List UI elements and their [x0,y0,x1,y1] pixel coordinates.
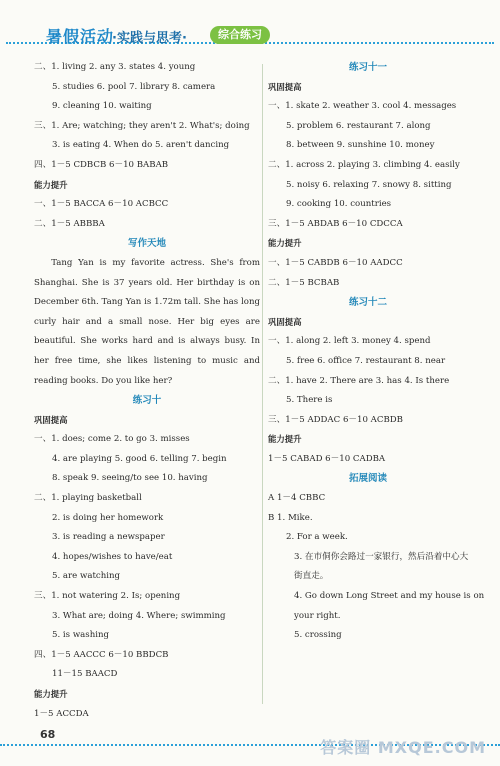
brand-title: 暑假活动 [46,27,115,46]
answer-line: 11－15 BAACD [52,669,118,680]
header-badge: 综合练习 [210,26,270,44]
answer-line: 8. speak 9. seeing/to see 10. having [52,473,208,484]
answer-line: 四、1－5 AACCC 6－10 BBDCB [34,649,169,660]
answer-line: 二、1. living 2. any 3. states 4. young [34,62,196,72]
writing-paragraph: Tang Yan is my favorite actress. She's from Shanghai. She is 37 years old. Her birthday is on December 6th. Tang Yan is 1.72m tall. She has long curly hair and a small nose. Her big eyes are beautiful. She works hard and is always busy. In her free time, she likes listening to music and reading books. Do you like her? [34,257,260,386]
answer-line: B 1. Mike. [268,512,313,523]
answer-line: 一、1. skate 2. weather 3. cool 4. messages [268,101,457,112]
answer-line: 5. There is [286,395,333,406]
left-column [34,58,260,724]
answer-line: 四、1－5 CDBCB 6－10 BABAB [34,159,169,170]
header-subtitle: ·实践与思考· [112,31,187,46]
subsection-heading: 巩固提高 [268,81,302,92]
answer-line: 二、1. across 2. playing 3. climbing 4. easily [268,159,460,170]
answer-line: 3. What are; doing 4. Where; swimming [52,610,226,621]
answer-line: 三、1－5 ADDAC 6－10 ACBDB [268,414,403,425]
answer-line: 3. is eating 4. When do 5. aren't dancing [52,140,230,151]
answer-line: 三、1－5 ABDAB 6－10 CDCCA [268,218,403,229]
right-column [268,58,485,646]
subsection-heading: 能力提升 [268,434,302,445]
answer-line: 二、1. have 2. There are 3. has 4. Is there [268,375,450,386]
answer-line: 5. crossing [294,630,342,641]
column-divider [262,64,263,704]
page-header [0,0,500,50]
subsection-heading: 能力提升 [268,238,302,249]
answer-line: 一、1. along 2. left 3. money 4. spend [268,336,431,347]
answer-line: 二、1－5 ABBBA [34,218,105,229]
section-title: 写作天地 [127,238,166,250]
answer-line: 5. studies 6. pool 7. library 8. camera [52,81,216,92]
section-title: 练习十 [132,395,162,407]
answer-line: 三、1. not watering 2. Is; opening [34,591,181,602]
answer-line: 4. Go down Long Street and my house is on [294,591,485,602]
answer-line: 5. are watching [52,571,121,582]
subsection-heading: 能力提升 [34,179,68,190]
answer-line: A 1－4 CBBC [268,493,326,504]
answer-line: 一、1. does; come 2. to go 3. misses [34,434,190,445]
answer-line: 5. free 6. office 7. restaurant 8. near [286,355,446,366]
answer-line: 3. 在市侗你会路过一家银行，然后沿着中心大 [294,551,469,562]
answer-line: 1－5 CABAD 6－10 CADBA [268,453,386,464]
answer-line: 2. is doing her homework [52,512,164,523]
answer-line: 5. problem 6. restaurant 7. along [286,120,431,131]
page-number: 68 [40,728,56,741]
answer-line: 5. noisy 6. relaxing 7. snowy 8. sitting [286,179,452,190]
answer-line: 3. is reading a newspaper [52,532,165,543]
answer-line: 9. cleaning 10. waiting [52,101,152,112]
subsection-heading: 巩固提高 [268,316,302,327]
subsection-heading: 巩固提高 [34,414,68,425]
answer-line: 1－5 ACCDA [34,708,89,719]
section-title: 练习十二 [348,297,387,309]
answer-line: 二、1－5 BCBAB [268,277,340,288]
page-footer [0,704,500,766]
answer-line: 一、1－5 BACCA 6－10 ACBCC [34,199,169,210]
answer-line: 4. hopes/wishes to have/eat [52,551,173,562]
answer-line: 5. is washing [52,630,110,641]
answer-line: 4. are playing 5. good 6. telling 7. begin [52,453,227,464]
answer-line: 街直走。 [294,571,329,582]
answer-line: 二、1. playing basketball [34,493,142,504]
answer-line: 三、1. Are; watching; they aren't 2. What's; doing [34,120,250,131]
answer-line: 2. For a week. [286,532,348,543]
answer-line: 8. between 9. sunshine 10. money [286,140,435,151]
answer-line: 9. cooking 10. countries [286,199,392,210]
answer-line: your right. [294,610,341,621]
section-title: 拓展阅读 [348,473,387,485]
subsection-heading: 能力提升 [34,689,68,699]
watermark-text: 答案圈 MXQE.COM [320,738,486,757]
answer-line: 一、1－5 CABDB 6－10 AADCC [268,257,403,268]
section-title: 练习十一 [348,62,387,73]
